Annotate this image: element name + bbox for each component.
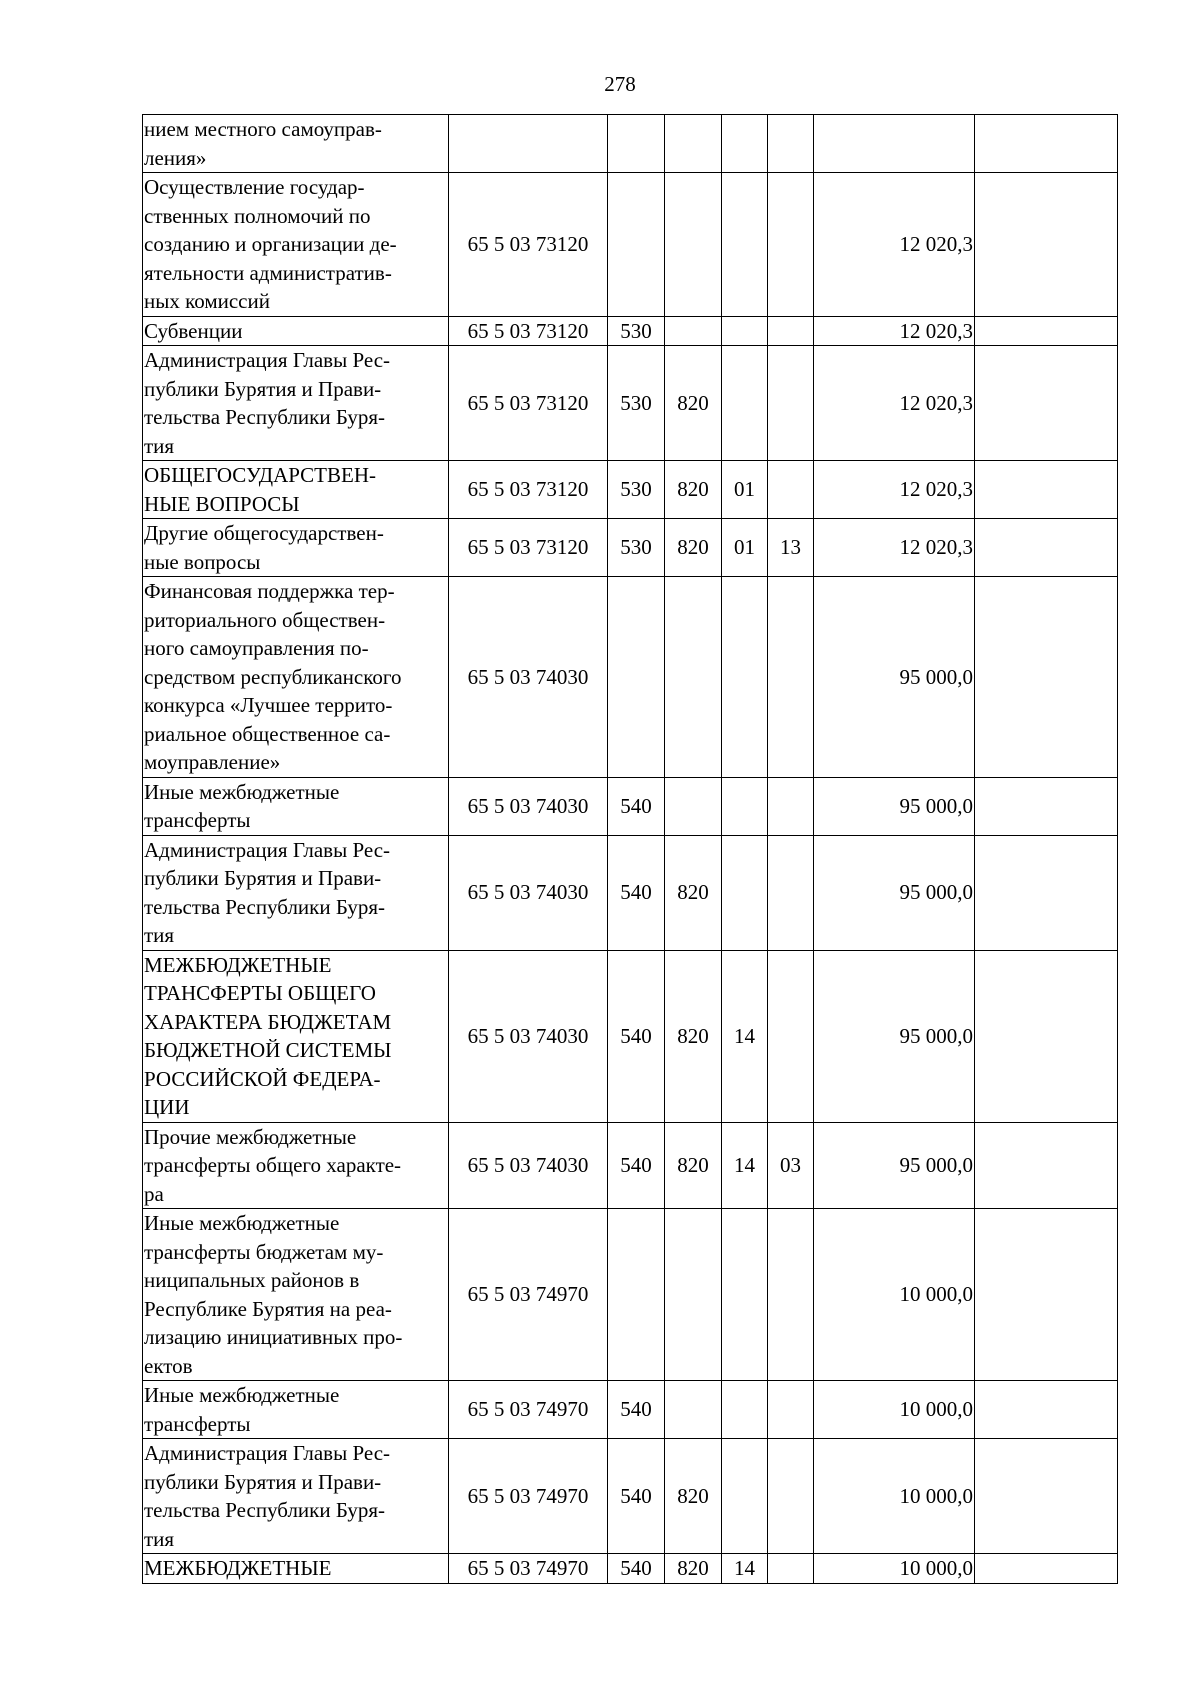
section-code bbox=[722, 577, 768, 778]
expense-type-code bbox=[608, 115, 665, 173]
table-row bbox=[143, 950, 1118, 1122]
expense-type-code: 540 bbox=[608, 1122, 665, 1209]
section-code bbox=[722, 115, 768, 173]
target-article-code: 65 5 03 74030 bbox=[449, 1122, 608, 1209]
section-code bbox=[722, 1209, 768, 1381]
target-article-code: 65 5 03 74970 bbox=[449, 1439, 608, 1554]
row-name: МЕЖБЮДЖЕТНЫЕ bbox=[143, 1554, 449, 1584]
department-code: 820 bbox=[665, 461, 722, 519]
department-code bbox=[665, 1381, 722, 1439]
subsection-code bbox=[768, 316, 814, 346]
empty-cell bbox=[975, 950, 1118, 1122]
amount: 12 020,3 bbox=[814, 346, 975, 461]
target-article-code: 65 5 03 73120 bbox=[449, 519, 608, 577]
table-row bbox=[143, 835, 1118, 950]
subsection-code bbox=[768, 1554, 814, 1584]
expense-type-code bbox=[608, 173, 665, 317]
target-article-code: 65 5 03 73120 bbox=[449, 346, 608, 461]
amount: 95 000,0 bbox=[814, 950, 975, 1122]
department-code bbox=[665, 115, 722, 173]
department-code: 820 bbox=[665, 1439, 722, 1554]
target-article-code: 65 5 03 74030 bbox=[449, 835, 608, 950]
table-row bbox=[143, 519, 1118, 577]
section-code bbox=[722, 1439, 768, 1554]
empty-cell bbox=[975, 115, 1118, 173]
page-number: 278 bbox=[604, 72, 636, 96]
table-row bbox=[143, 577, 1118, 778]
target-article-code: 65 5 03 74030 bbox=[449, 577, 608, 778]
section-code: 01 bbox=[722, 519, 768, 577]
expense-type-code bbox=[608, 1209, 665, 1381]
amount: 10 000,0 bbox=[814, 1554, 975, 1584]
empty-cell bbox=[975, 461, 1118, 519]
amount: 95 000,0 bbox=[814, 835, 975, 950]
row-name: Администрация Главы Рес- публики Бурятия и Прави- тельства Республики Буря- тия bbox=[143, 1439, 449, 1554]
amount: 12 020,3 bbox=[814, 461, 975, 519]
table-row bbox=[143, 461, 1118, 519]
subsection-code bbox=[768, 835, 814, 950]
empty-cell bbox=[975, 777, 1118, 835]
amount: 12 020,3 bbox=[814, 173, 975, 317]
table-row bbox=[143, 777, 1118, 835]
expense-type-code: 530 bbox=[608, 316, 665, 346]
section-code bbox=[722, 173, 768, 317]
table-row bbox=[143, 1554, 1118, 1584]
section-code bbox=[722, 1381, 768, 1439]
subsection-code bbox=[768, 173, 814, 317]
target-article-code: 65 5 03 74030 bbox=[449, 777, 608, 835]
table-row bbox=[143, 346, 1118, 461]
row-name: Иные межбюджетные трансферты bbox=[143, 777, 449, 835]
row-name: Осуществление государ- ственных полномочий по созданию и организации де- ятельности административ- ных комиссий bbox=[143, 173, 449, 317]
department-code bbox=[665, 316, 722, 346]
empty-cell bbox=[975, 1439, 1118, 1554]
section-code bbox=[722, 835, 768, 950]
row-name: Субвенции bbox=[143, 316, 449, 346]
target-article-code: 65 5 03 73120 bbox=[449, 461, 608, 519]
target-article-code: 65 5 03 73120 bbox=[449, 316, 608, 346]
subsection-code bbox=[768, 950, 814, 1122]
department-code: 820 bbox=[665, 1122, 722, 1209]
amount: 95 000,0 bbox=[814, 777, 975, 835]
amount: 95 000,0 bbox=[814, 1122, 975, 1209]
subsection-code bbox=[768, 1381, 814, 1439]
amount: 10 000,0 bbox=[814, 1209, 975, 1381]
budget-table-body bbox=[143, 115, 1118, 1584]
expense-type-code: 540 bbox=[608, 950, 665, 1122]
expense-type-code: 530 bbox=[608, 519, 665, 577]
target-article-code: 65 5 03 74970 bbox=[449, 1209, 608, 1381]
row-name: ОБЩЕГОСУДАРСТВЕН- НЫЕ ВОПРОСЫ bbox=[143, 461, 449, 519]
row-name: нием местного самоуправ- ления» bbox=[143, 115, 449, 173]
amount: 95 000,0 bbox=[814, 577, 975, 778]
amount: 12 020,3 bbox=[814, 519, 975, 577]
expense-type-code: 540 bbox=[608, 777, 665, 835]
subsection-code: 03 bbox=[768, 1122, 814, 1209]
department-code bbox=[665, 1209, 722, 1381]
expense-type-code: 540 bbox=[608, 1381, 665, 1439]
amount: 10 000,0 bbox=[814, 1439, 975, 1554]
subsection-code: 13 bbox=[768, 519, 814, 577]
target-article-code: 65 5 03 74970 bbox=[449, 1554, 608, 1584]
section-code bbox=[722, 777, 768, 835]
row-name: Другие общегосударствен- ные вопросы bbox=[143, 519, 449, 577]
department-code: 820 bbox=[665, 346, 722, 461]
subsection-code bbox=[768, 577, 814, 778]
row-name: Администрация Главы Рес- публики Бурятия и Прави- тельства Республики Буря- тия bbox=[143, 346, 449, 461]
empty-cell bbox=[975, 1381, 1118, 1439]
row-name: МЕЖБЮДЖЕТНЫЕ ТРАНСФЕРТЫ ОБЩЕГО ХАРАКТЕРА БЮДЖЕТАМ БЮДЖЕТНОЙ СИСТЕМЫ РОССИЙСКОЙ ФЕДЕРА- ЦИИ bbox=[143, 950, 449, 1122]
amount bbox=[814, 115, 975, 173]
budget-table bbox=[142, 114, 1118, 1584]
target-article-code bbox=[449, 115, 608, 173]
empty-cell bbox=[975, 173, 1118, 317]
row-name: Иные межбюджетные трансферты bbox=[143, 1381, 449, 1439]
empty-cell bbox=[975, 1209, 1118, 1381]
expense-type-code: 530 bbox=[608, 461, 665, 519]
department-code: 820 bbox=[665, 950, 722, 1122]
table-row bbox=[143, 115, 1118, 173]
empty-cell bbox=[975, 316, 1118, 346]
section-code: 14 bbox=[722, 950, 768, 1122]
subsection-code bbox=[768, 1209, 814, 1381]
table-row bbox=[143, 173, 1118, 317]
expense-type-code: 530 bbox=[608, 346, 665, 461]
empty-cell bbox=[975, 1554, 1118, 1584]
empty-cell bbox=[975, 577, 1118, 778]
expense-type-code: 540 bbox=[608, 1439, 665, 1554]
row-name: Финансовая поддержка тер- риториального обществен- ного самоуправления по- средством республиканского конкурса «Лучшее террито- риальное общественное са- моуправление» bbox=[143, 577, 449, 778]
expense-type-code bbox=[608, 577, 665, 778]
amount: 10 000,0 bbox=[814, 1381, 975, 1439]
amount: 12 020,3 bbox=[814, 316, 975, 346]
section-code: 14 bbox=[722, 1554, 768, 1584]
section-code bbox=[722, 316, 768, 346]
row-name: Администрация Главы Рес- публики Бурятия и Прави- тельства Республики Буря- тия bbox=[143, 835, 449, 950]
empty-cell bbox=[975, 1122, 1118, 1209]
department-code: 820 bbox=[665, 519, 722, 577]
department-code: 820 bbox=[665, 1554, 722, 1584]
section-code bbox=[722, 346, 768, 461]
subsection-code bbox=[768, 777, 814, 835]
section-code: 01 bbox=[722, 461, 768, 519]
department-code bbox=[665, 577, 722, 778]
table-row bbox=[143, 1381, 1118, 1439]
department-code bbox=[665, 173, 722, 317]
target-article-code: 65 5 03 74970 bbox=[449, 1381, 608, 1439]
table-row bbox=[143, 1439, 1118, 1554]
table-row bbox=[143, 1209, 1118, 1381]
department-code: 820 bbox=[665, 835, 722, 950]
subsection-code bbox=[768, 1439, 814, 1554]
target-article-code: 65 5 03 73120 bbox=[449, 173, 608, 317]
empty-cell bbox=[975, 835, 1118, 950]
expense-type-code: 540 bbox=[608, 1554, 665, 1584]
subsection-code bbox=[768, 115, 814, 173]
target-article-code: 65 5 03 74030 bbox=[449, 950, 608, 1122]
row-name: Прочие межбюджетные трансферты общего характе- ра bbox=[143, 1122, 449, 1209]
subsection-code bbox=[768, 461, 814, 519]
subsection-code bbox=[768, 346, 814, 461]
expense-type-code: 540 bbox=[608, 835, 665, 950]
section-code: 14 bbox=[722, 1122, 768, 1209]
table-row bbox=[143, 1122, 1118, 1209]
empty-cell bbox=[975, 346, 1118, 461]
empty-cell bbox=[975, 519, 1118, 577]
table-row bbox=[143, 316, 1118, 346]
row-name: Иные межбюджетные трансферты бюджетам му- ниципальных районов в Республике Бурятия на реа- лизацию инициативных про- ектов bbox=[143, 1209, 449, 1381]
department-code bbox=[665, 777, 722, 835]
